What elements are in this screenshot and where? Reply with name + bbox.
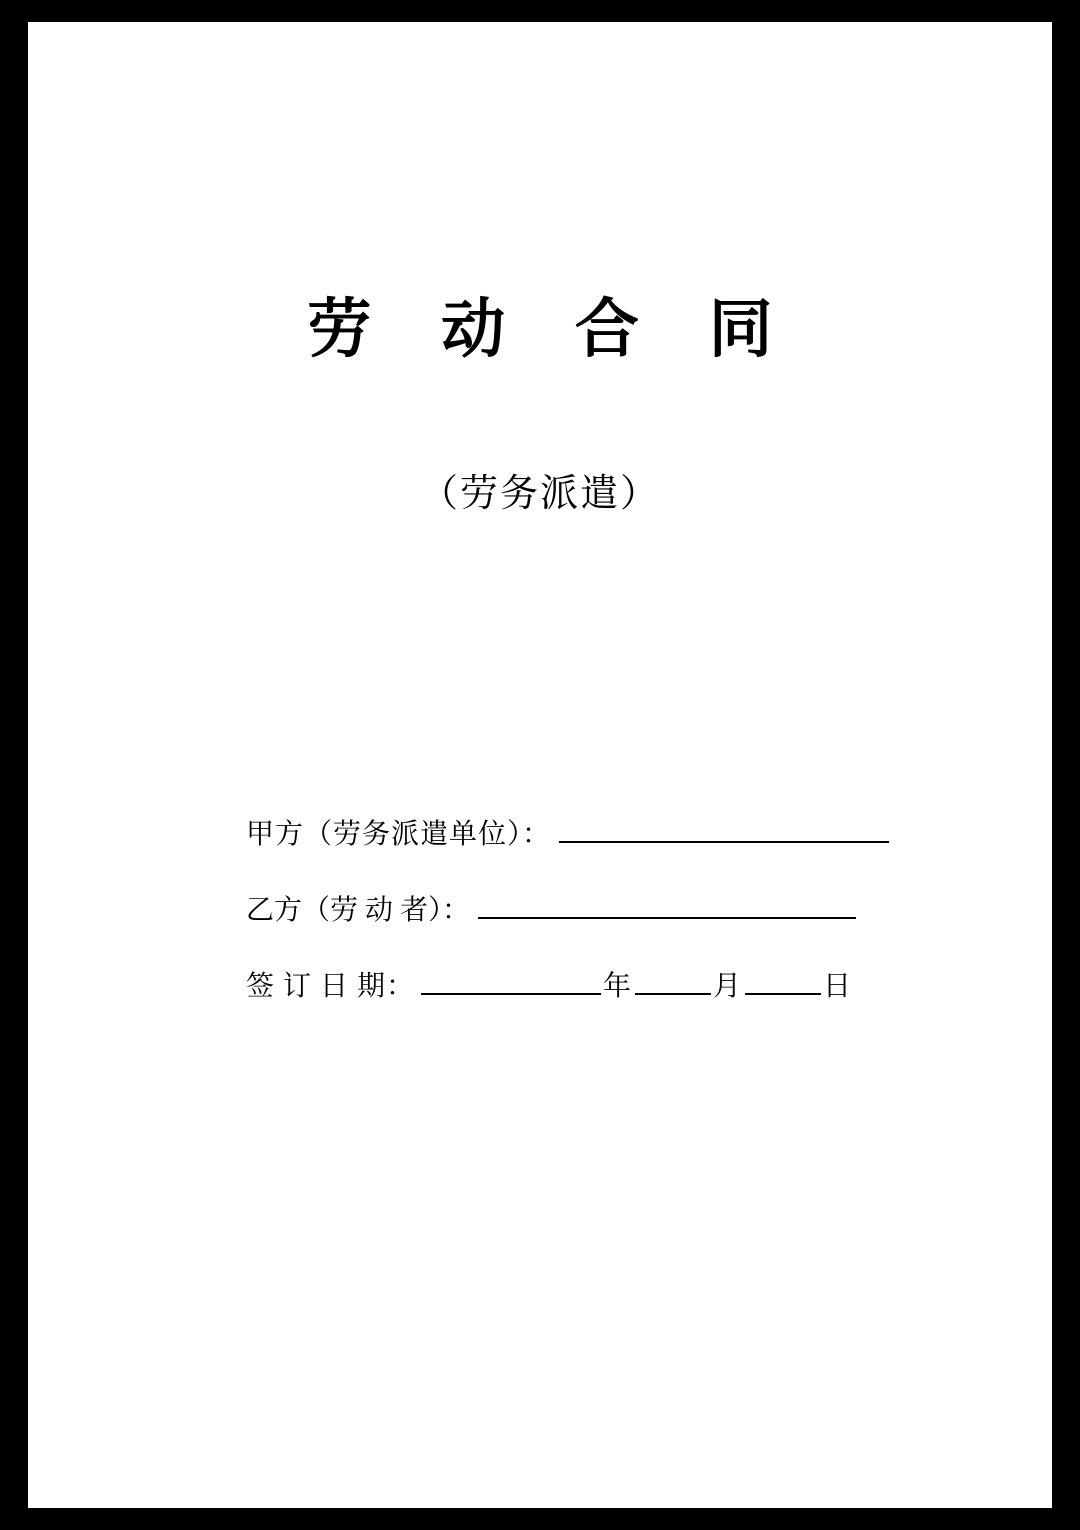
page-subtitle: （劳务派遣） xyxy=(419,473,660,515)
sign-date-month-unit: 月 xyxy=(713,971,742,1002)
signature-fields xyxy=(246,812,926,1040)
party-a-input[interactable] xyxy=(559,815,889,843)
party-b-row xyxy=(246,888,926,928)
sign-date-month-input[interactable] xyxy=(635,967,711,995)
sign-date-label: 签 订 日 期： xyxy=(246,971,416,1002)
party-a-label: 甲方（劳务派遣单位）： xyxy=(246,819,552,850)
sign-date-row xyxy=(246,964,926,1004)
sign-date-day-unit: 日 xyxy=(823,971,852,1002)
party-a-row xyxy=(246,812,926,852)
document-page xyxy=(28,22,1052,1508)
sign-date-year-unit: 年 xyxy=(603,971,632,1002)
party-b-input[interactable] xyxy=(478,891,856,919)
sign-date-day-input[interactable] xyxy=(745,967,821,995)
sign-date-year-input[interactable] xyxy=(421,967,601,995)
page-title: 劳 动 合 同 xyxy=(307,293,799,365)
party-b-label: 乙方（劳 动 者）： xyxy=(246,895,471,926)
